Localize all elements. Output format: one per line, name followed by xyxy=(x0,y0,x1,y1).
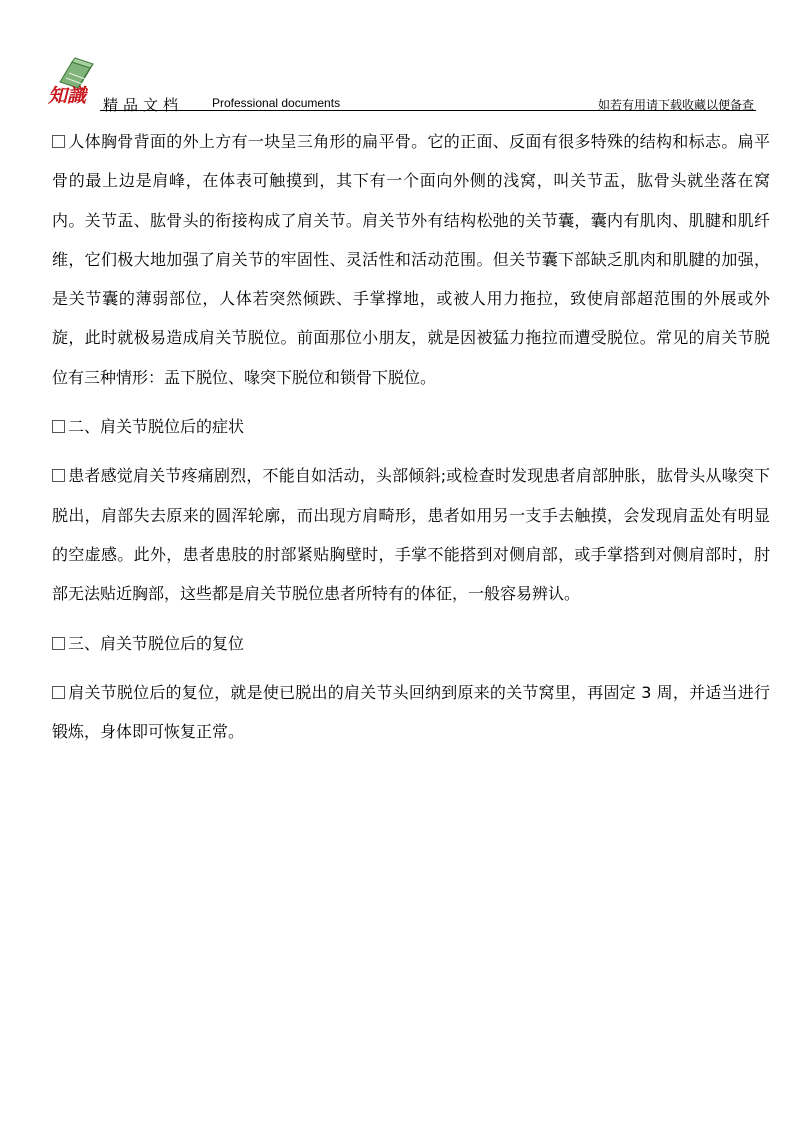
page-header xyxy=(0,0,794,112)
checkbox-glyph-icon xyxy=(52,135,65,148)
brand-subtitle: Professional documents xyxy=(212,96,341,110)
header-note: 如若有用请下载收藏以便备查 xyxy=(597,98,754,112)
paragraph-reduction xyxy=(52,673,770,752)
checkbox-glyph-icon xyxy=(52,637,65,650)
section-heading-symptoms xyxy=(52,407,770,446)
section-heading-reduction xyxy=(52,624,770,663)
brand-title: 精品文档 xyxy=(103,96,184,114)
paragraph-text: 患者感觉肩关节疼痛剧烈，不能自如活动，头部倾斜;或检查时发现患者肩部肿胀，肱骨头从喙突下脱出，肩部失去原来的圆浑轮廓，而出现方肩畸形，患者如用另一支手去触摸，会发现肩盂处有明显的空虚感。此外，患者患肢的肘部紧贴胸壁时，手掌不能搭到对侧肩部，或手掌搭到对侧肩部时，肘部无法贴近胸部，这些都是肩关节脱位患者所特有的体征，一般容易辨认。 xyxy=(52,466,770,604)
paragraph-text: 肩关节脱位后的复位，就是使已脱出的肩关节头回纳到原来的关节窝里，再固定 3 周，并适当进行锻炼，身体即可恢复正常。 xyxy=(52,682,770,742)
document-body xyxy=(52,122,770,761)
book-logo-icon xyxy=(46,54,102,106)
heading-text: 二、肩关节脱位后的症状 xyxy=(68,417,245,437)
paragraph-text: 人体胸骨背面的外上方有一块呈三角形的扁平骨。它的正面、反面有很多特殊的结构和标志。扁平骨的最上边是肩峰，在体表可触摸到，其下有一个面向外侧的浅窝，叫关节盂，肱骨头就坐落在窝内。关节盂、肱骨头的衔接构成了肩关节。肩关节外有结构松弛的关节囊，囊内有肌肉、肌腱和肌纤维，它们极大地加强了肩关节的牢固性、灵活性和活动范围。但关节囊下部缺乏肌肉和肌腱的加强，是关节囊的薄弱部位，人体若突然倾跌、手掌撑地，或被人用力拖拉，致使肩部超范围的外展或外旋，此时就极易造成肩关节脱位。前面那位小朋友，就是因被猛力拖拉而遭受脱位。常见的肩关节脱位有三种情形：盂下脱位、喙突下脱位和锁骨下脱位。 xyxy=(52,132,770,387)
paragraph-symptoms xyxy=(52,456,770,613)
header-divider xyxy=(100,110,756,111)
logo-text: 知識 xyxy=(48,85,87,106)
checkbox-glyph-icon xyxy=(52,420,65,433)
heading-text: 三、肩关节脱位后的复位 xyxy=(68,633,245,653)
paragraph-anatomy xyxy=(52,122,770,397)
checkbox-glyph-icon xyxy=(52,686,65,699)
checkbox-glyph-icon xyxy=(52,469,65,482)
